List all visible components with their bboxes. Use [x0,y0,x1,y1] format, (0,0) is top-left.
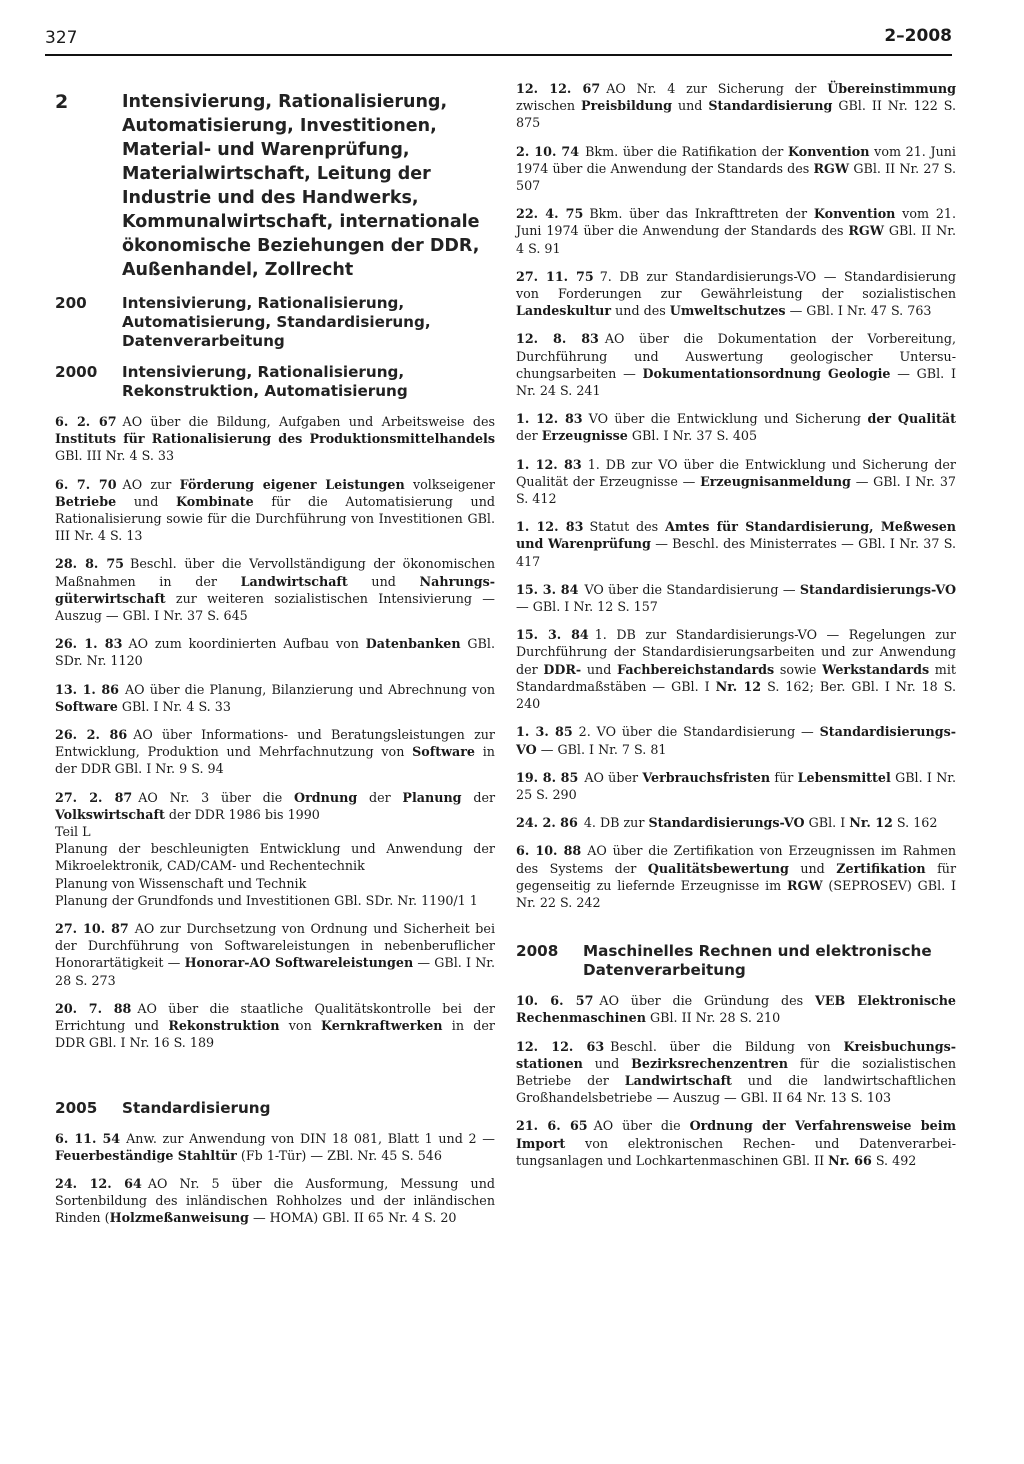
entry-keyword: Standardisierungs-VO [648,815,805,831]
entry-text: und [788,860,837,876]
entry-text: GBl. II Nr. 4 S. 91 [516,223,956,256]
entry-text: vom 21. Juni 1974 über die Anwendung der Standards des [516,143,956,176]
entry-text: AO über die Gründung des [599,993,815,1009]
entry-text: AO über die Zertifikation von Erzeugnissen im Rahmen des Systems der [516,843,956,876]
entry-text: und [347,573,420,589]
entry-text: GBl. II Nr. 27 S. 507 [516,160,956,194]
entry-text: AO über Informations- und Beratungsleistungen zur Entwicklung, Produktion und Mehrfachnutzung von [55,727,495,760]
citation-entry [516,581,956,615]
entry-text: in der DDR GBl. I Nr. 16 S. 189 [55,1018,496,1051]
left-column [55,80,495,1238]
entry-keyword: der Qualität [867,411,957,427]
entry-text: für die Automatisierung und Rationalisierung sowie für die Durchführung von Investitionen GBl. III Nr. 4 S. 13 [55,493,495,544]
entry-keyword: Nr. 12 [715,678,762,694]
entry-keyword: Zertifikation [836,860,926,876]
entry-date: 6. 7. 70 [55,476,117,492]
entry-text: 2. VO über die Standardisierung — [578,724,820,740]
entry-text: AO über die Dokumentation der Vorbereitung, Durchführung und Auswertung geologischer Untersuchungsarbeiten — [516,331,957,381]
citation-entry [516,769,956,803]
entry-text: für [770,769,798,785]
entry-date: 1. 12. 83 [516,411,583,427]
section-heading-2 [55,90,495,282]
entry-keyword: Übereinstimmung [827,81,956,96]
entry-date: 24. 12. 64 [55,1175,142,1191]
entry-date: 12. 8. 83 [516,331,599,347]
entry-keyword: Erzeugnisanmeldung [700,473,851,489]
entry-date: 10. 6. 57 [516,993,594,1009]
entry-text: GBl. I Nr. 25 S. 290 [516,769,956,802]
entry-text: — GBl. I Nr. 12 S. 157 [516,599,658,615]
entry-keyword: Preisbildung [581,98,672,114]
entry-keyword: Landeskultur [516,303,612,319]
section-code: 200 [55,294,87,312]
entry-text: GBl. I Nr. 37 S. 405 [627,428,758,444]
entry-keyword: RGW [813,160,850,176]
entry-text: und [581,661,617,677]
entry-text: der [357,789,403,805]
citation-entry [55,1130,495,1164]
entry-text: GBl. III Nr. 4 S. 33 [55,448,175,464]
entry-date: 2. 10. 74 [516,143,580,159]
entry-list-2000 [55,413,495,1052]
entry-text: vom 21. Juni 1974 über die Anwendung der Standards des [516,206,956,239]
entry-text: volkseigener [404,476,495,492]
entry-keyword: Umweltschutzes [669,303,786,319]
entry-date: 27. 2. 87 [55,789,133,805]
entry-text: Bkm. über die Ratifikation der [585,143,788,159]
entry-text: AO Nr. 4 zur Sicherung der [606,81,828,96]
section-code: 2000 [55,363,98,381]
entry-text: AO über die Bildung, Aufgaben und Arbeitsweise des [122,414,495,429]
entry-date: 21. 6. 65 [516,1118,588,1134]
entry-text: S. 492 [871,1152,917,1168]
page-number: 327 [45,28,78,48]
citation-entry [55,476,495,545]
entry-text: und die landwirtschaftlichen Großhandelsbetriebe — Auszug — GBl. II 64 Nr. 13 S. 103 [516,1072,957,1106]
citation-entry [55,1175,495,1227]
section-heading-2005 [55,1099,495,1118]
entry-text: und des [611,303,670,319]
entry-text: und [116,493,177,509]
entry-date: 24. 2. 86 [516,815,578,831]
entry-list-2005 [55,1130,495,1227]
entry-list-2005-continued [516,80,956,911]
entry-keyword: Amtes für Standardisierung, Meßwesen und Warenprüfung [516,519,957,552]
entry-keyword: Nr. 12 [849,815,893,831]
entry-text: GBl. I [804,815,850,831]
entry-text: von elektronischen Rechen- und Datenverarbeitungsanlagen und Lochkartenmaschinen GBl. II [516,1135,956,1168]
entry-keyword: Ordnung [294,789,358,805]
entry-text: AO zum koordinierten Aufbau von [128,636,366,652]
entry-date: 1. 12. 83 [516,519,584,535]
entry-keyword: Bezirksrechenzentren [631,1055,788,1071]
entry-date: 13. 1. 86 [55,681,119,697]
entry-keyword: Verbrauchsfristen [642,769,771,785]
entry-text: 1. DB zur Standardisierungs-VO — Regelungen zur Durchführung der Standardisierungsarbeiten und zur Anwendung der [516,627,956,677]
section-title: Standardisierung [122,1098,271,1117]
entry-date: 28. 8. 75 [55,556,124,572]
entry-keyword: Qualitätsbewertung [647,860,789,876]
entry-date: 27. 11. 75 [516,268,594,284]
entry-keyword: Planung [402,789,462,805]
citation-entry [516,1117,956,1169]
citation-entry [55,920,495,989]
entry-keyword: Nr. 66 [828,1152,872,1168]
section-heading-200 [55,294,495,351]
entry-text: S. 162; Ber. GBl. I Nr. 18 S. 240 [516,678,957,712]
entry-date: 15. 3. 84 [516,581,579,597]
citation-entry [55,681,495,715]
entry-keyword: Honorar-AO Softwareleistungen [184,955,414,971]
entry-keyword: Standardisierung [708,98,833,114]
entry-date: 22. 4. 75 [516,206,584,222]
entry-date: 19. 8. 85 [516,769,579,785]
entry-text: AO zur [122,476,180,492]
entry-text: für die sozialistischen Betriebe der [516,1055,957,1088]
entry-date: 27. 10. 87 [55,921,129,937]
entry-date: 26. 2. 86 [55,727,128,743]
entry-list-2008 [516,992,956,1169]
entry-keyword: Ordnung der Verfahrensweise beim Import [516,1118,956,1151]
entry-text: der DDR 1986 bis 1990 Teil L Planung der beschleunigten Entwicklung und Anwendung der Mikroelektronik, CAD/CAM- und Rechentechnik Planung von Wissenschaft und Technik Planung der Grundfonds und Investitionen GBl. SDr. Nr. 1190/1 1 [55,806,495,908]
entry-keyword: Software [412,744,475,760]
entry-text: — GBl. I Nr. 28 S. 273 [55,955,495,988]
citation-entry [516,456,956,508]
entry-text: Bkm. über das Inkrafttreten der [589,206,814,222]
entry-date: 6. 2. 67 [55,414,117,429]
section-title: Maschinelles Rechnen und elektronische Datenverarbeitung [583,942,932,980]
entry-text: (Fb 1-Tür) — ZBl. Nr. 45 S. 546 [236,1147,442,1163]
entry-keyword: DDR- [543,661,582,677]
entry-date: 12. 12. 63 [516,1038,605,1054]
page-code: 2–2008 [884,26,952,46]
entry-date: 26. 1. 83 [55,636,123,652]
entry-text: 4. DB zur [583,815,649,831]
entry-keyword: Nahrungsgüterwirtschaft [55,573,496,606]
entry-text: — HOMA) GBl. II 65 Nr. 4 S. 20 [248,1210,457,1226]
section-code: 2008 [516,942,559,961]
entry-text: — GBl. I Nr. 7 S. 81 [536,741,667,757]
entry-keyword: Erzeugnisse [541,428,628,444]
entry-keyword: Betriebe [55,493,117,509]
entry-text: AO Nr. 3 über die [138,789,295,805]
entry-keyword: RGW [848,223,885,239]
citation-entry [516,205,956,257]
entry-text: und [582,1055,632,1071]
right-column [516,80,956,1180]
entry-keyword: Holzmeßanweisung [109,1210,249,1226]
entry-text: — GBl. I Nr. 37 S. 412 [516,473,956,507]
entry-text: für gegenseitig zu liefernde Erzeugnisse im [516,860,957,893]
entry-text: sowie [774,661,823,677]
entry-text: der [461,789,496,805]
entry-date: 1. 3. 85 [516,724,573,740]
entry-date: 12. 12. 67 [516,81,601,96]
entry-text: AO Nr. 5 über die Ausformung, Messung und Sortenbildung des inländischen Rohholzes und der inländischen Rinden ( [55,1175,495,1226]
entry-text: — GBl. I Nr. 47 S. 763 [785,303,932,319]
entry-text: AO über die [593,1118,690,1134]
entry-keyword: Fachbereichstandards [617,661,775,677]
entry-keyword: Kombinate [176,493,254,509]
citation-entry [516,518,956,570]
entry-text: der [516,428,542,444]
citation-entry [516,410,956,444]
section-code: 2005 [55,1098,98,1117]
entry-text: Anw. zur Anwendung von DIN 18 081, Blatt 1 und 2 — [126,1130,495,1146]
citation-entry [516,723,956,757]
entry-text: (SEPROSEV) GBl. I Nr. 22 S. 242 [516,877,956,910]
entry-text: GBl. I Nr. 4 S. 33 [117,698,231,714]
entry-keyword: Dokumentationsordnung Geologie [642,365,891,381]
citation-entry [516,1038,956,1107]
entry-date: 20. 7. 88 [55,1000,132,1016]
citation-entry [55,413,495,465]
section-title: Intensivierung, Rationalisierung, Automatisierung, Investitionen, Material- und Warenprüfung, Materialwirtschaft, Leitung der Industrie und des Handwerks, Kommunalwirtschaft, internationale ökonomische Beziehungen der DDR, Außenhandel, Zollrecht [122,92,480,280]
section-title: Intensivierung, Rationalisierung, Rekonstruktion, Automatisierung [122,363,408,400]
citation-entry [516,626,956,712]
entry-keyword: Förderung eigener Leistungen [179,476,405,492]
entry-text: — GBl. I Nr. 24 S. 241 [516,365,956,399]
section-title: Intensivierung, Rationalisierung, Automatisierung, Standardisierung, Datenverarbeitung [122,294,431,350]
entry-text: GBl. SDr. Nr. 1120 [55,636,495,669]
page-header [45,26,952,56]
section-heading-2008 [516,942,956,980]
entry-keyword: Lebensmittel [797,769,891,785]
citation-entry [516,80,956,132]
citation-entry [55,635,495,669]
entry-keyword: Landwirtschaft [240,573,348,589]
entry-keyword: Standardisierungs-VO [516,724,956,757]
entry-keyword: Volkswirtschaft [55,806,165,822]
entry-keyword: RGW [786,877,823,893]
entry-keyword: Software [55,698,118,714]
entry-text: AO über [584,769,643,785]
entry-date: 6. 10. 88 [516,843,582,859]
entry-date: 15. 3. 84 [516,627,589,643]
entry-text: in der DDR GBl. I Nr. 9 S. 94 [55,744,495,777]
entry-text: zur weiteren sozialistischen Intensivierung — Auszug — GBl. I Nr. 37 S. 645 [55,590,495,624]
citation-entry [516,814,956,831]
entry-text: zwischen [516,98,582,114]
entry-keyword: Feuerbeständige Stahltür [55,1147,237,1163]
entry-text: VO über die Entwicklung und Sicherung [588,411,868,427]
citation-entry [516,842,956,911]
section-code: 2 [55,91,69,113]
citation-entry [516,330,956,399]
entry-text: AO über die staatliche Qualitätskontrolle bei der Errichtung und [55,1000,495,1034]
entry-text: Beschl. über die Vervollständigung der ökonomischen Maßnahmen in der [55,556,496,589]
entry-text: GBl. II Nr. 122 S. 875 [516,98,956,131]
entry-keyword: Standardisierungs-VO [799,581,956,597]
citation-entry [55,789,495,909]
citation-entry [516,992,956,1026]
entry-keyword: Werkstandards [822,661,930,677]
entry-text: und [672,98,709,114]
entry-keyword: Kreisbuchungsstationen [516,1038,956,1071]
entry-text: Statut des [589,519,666,535]
entry-text: mit Standardmaßstäben — GBl. I [516,661,956,694]
entry-text: 1. DB zur VO über die Entwicklung und Sicherung der Qualität der Erzeugnisse — [516,456,956,489]
citation-entry [55,1000,495,1052]
entry-keyword: Rekonstruktion [168,1018,280,1034]
entry-date: 1. 12. 83 [516,456,582,472]
entry-text: von [279,1018,322,1034]
entry-keyword: VEB Elektronische Rechenmaschinen [516,993,956,1026]
entry-text: Beschl. über die Bildung von [610,1038,844,1054]
citation-entry [55,726,495,778]
entry-text: — Beschl. des Ministerrates — GBl. I Nr. 37 S. 417 [516,536,956,569]
entry-text: S. 162 [892,815,938,831]
entry-keyword: Konvention [813,206,896,222]
entry-keyword: Konvention [788,143,870,159]
citation-entry [516,143,956,195]
entry-keyword: Instituts für Rationalisierung des Produktionsmittelhandels [55,431,495,447]
entry-keyword: Datenbanken [365,636,461,652]
entry-text: VO über die Standardisierung — [584,581,800,597]
entry-keyword: Landwirtschaft [624,1072,732,1088]
entry-text: 7. DB zur Standardisierungs-VO — Standardisierung von Forderungen zur Gewährleistung der sozialistischen [516,268,957,302]
entry-date: 6. 11. 54 [55,1130,121,1146]
entry-text: GBl. II Nr. 28 S. 210 [645,1010,781,1026]
citation-entry [516,268,956,320]
citation-entry [55,555,495,624]
entry-keyword: Kernkraftwerken [321,1018,443,1034]
entry-text: AO zur Durchsetzung von Ordnung und Sicherheit bei der Durchführung von Softwareleistungen in nebenberuflicher Honorartätigkeit — [55,921,495,971]
section-heading-2000 [55,363,495,401]
entry-text: AO über die Planung, Bilanzierung und Abrechnung von [125,681,495,697]
